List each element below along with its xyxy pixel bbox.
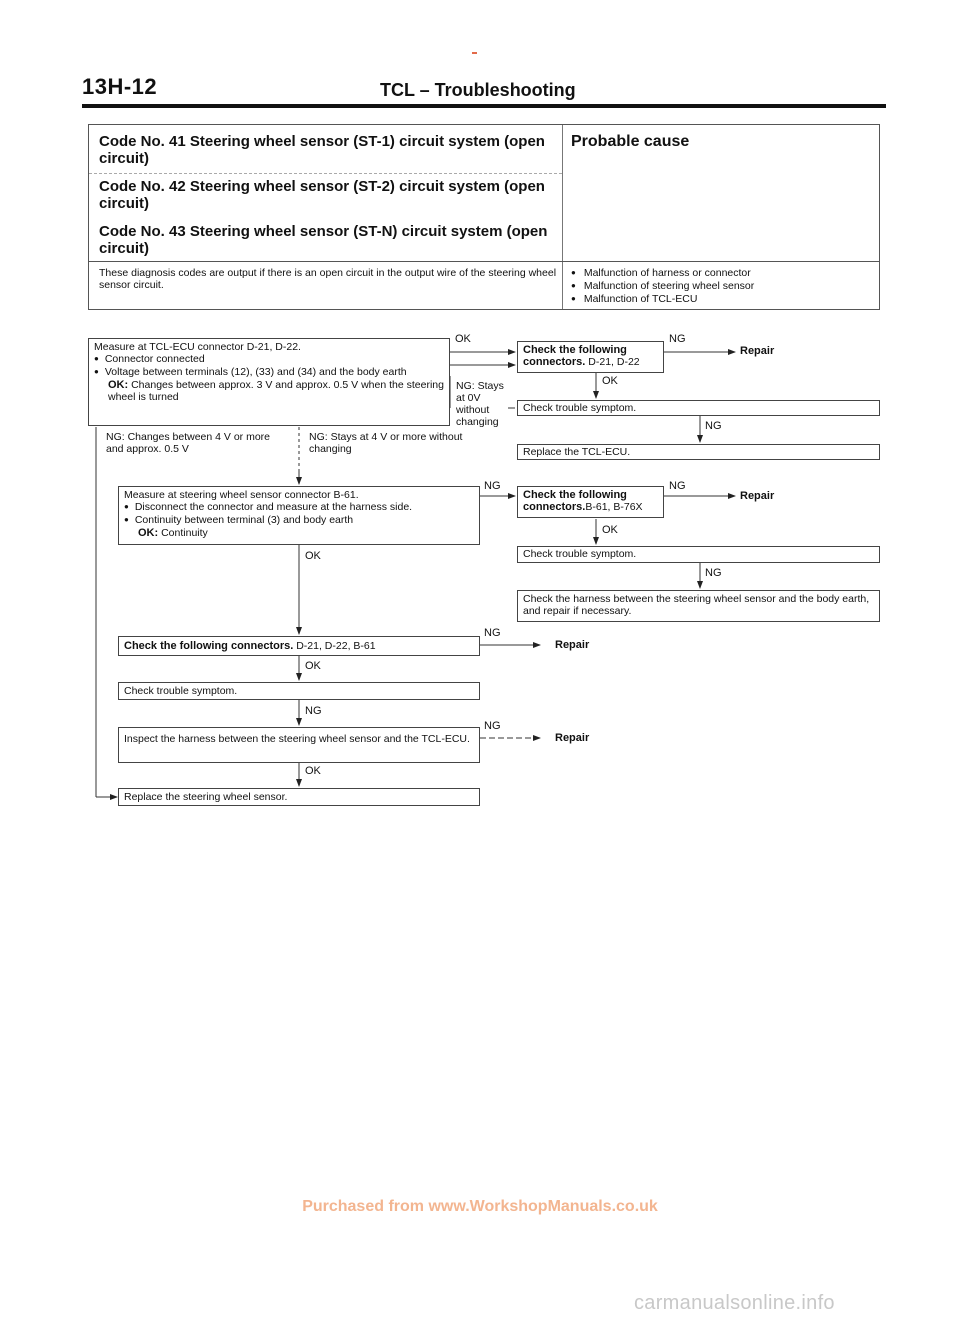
measure-ecu-title: Measure at TCL-ECU connector D-21, D-22. <box>94 341 301 353</box>
code-42-title: Code No. 42 Steering wheel sensor (ST-2) circuit system (open circuit) <box>99 178 545 212</box>
measure-ecu-bullet: ● Connector connected <box>94 353 444 366</box>
ok-label: OK: <box>108 379 129 391</box>
check-connectors-1 <box>517 341 664 373</box>
code-43-title: Code No. 43 Steering wheel sensor (ST-N) circuit system (open circuit) <box>99 223 548 257</box>
label-ng: NG <box>705 420 722 432</box>
replace-sensor-box: Replace the steering wheel sensor. <box>118 788 480 806</box>
label-ng: NG <box>305 705 322 717</box>
label-ok: OK <box>305 765 321 777</box>
label-ok: OK <box>602 375 618 387</box>
ng-changes-text: NG: Changes between 4 V or more and approx. 0.5 V <box>106 431 271 455</box>
label-ok: OK <box>305 550 321 562</box>
measure-sensor-bullet: ● Continuity between terminal (3) and body earth <box>124 514 474 527</box>
inspect-harness-box: Inspect the harness between the steering wheel sensor and the TCL-ECU. <box>118 727 480 763</box>
footer-purchased: Purchased from www.WorkshopManuals.co.uk <box>302 1198 658 1215</box>
code-41-title: Code No. 41 Steering wheel sensor (ST-1) circuit system (open circuit) <box>99 133 545 167</box>
measure-ecu-bullet: ● Voltage between terminals (12), (33) and (34) and the body earth <box>94 366 444 379</box>
check-harness-earth-box: Check the harness between the steering wheel sensor and the body earth, and repair if necessary. <box>517 590 880 622</box>
check-symptom-3: Check trouble symptom. <box>118 682 480 700</box>
measure-ecu-ok <box>94 379 444 403</box>
replace-ecu-box: Replace the TCL-ECU. <box>517 444 880 460</box>
check-connectors-bold: Check the following connectors. <box>523 489 627 513</box>
ok-text: Changes between approx. 3 V and approx. 0.5 V when the steering wheel is turned <box>108 379 444 403</box>
measure-sensor-bullet: ● Disconnect the connector and measure at the harness side. <box>124 501 474 514</box>
ok-text: Continuity <box>161 527 208 539</box>
label-ng: NG <box>669 333 686 345</box>
label-ng: NG <box>669 480 686 492</box>
ng-stays-4v-text: NG: Stays at 4 V or more without changing <box>309 431 463 455</box>
repair-label: Repair <box>740 345 775 357</box>
page-number: 13H-12 <box>82 74 158 99</box>
label-ng: NG <box>705 567 722 579</box>
label-ng: NG <box>484 720 501 732</box>
repair-label: Repair <box>555 732 590 744</box>
measure-sensor-ok <box>124 527 474 539</box>
probable-cause-heading: Probable cause <box>571 133 690 150</box>
check-connectors-bold: Check the following connectors. <box>523 344 627 368</box>
label-ok: OK <box>602 524 618 536</box>
measure-sensor-box <box>118 486 480 545</box>
check-symptom-2: Check trouble symptom. <box>517 546 880 563</box>
label-ng: NG <box>484 480 501 492</box>
footer-watermark: carmanualsonline.info <box>634 1292 835 1314</box>
measure-ecu-box <box>88 338 450 426</box>
cause-item: ● Malfunction of steering wheel sensor <box>571 280 754 293</box>
check-connectors-bold: Check the following connectors. <box>124 640 294 652</box>
cause-item: ● Malfunction of TCL-ECU <box>571 293 754 306</box>
label-ok: OK <box>305 660 321 672</box>
page-title: TCL – Troubleshooting <box>380 80 576 100</box>
ng-stays-0v: NG: Stays at 0V without changing <box>456 380 504 428</box>
check-connectors-list: B-61, B-76X <box>585 501 643 513</box>
code-description: These diagnosis codes are output if there is an open circuit in the output wire of the steering wheel sensor circuit. <box>99 267 557 291</box>
check-connectors-2 <box>517 486 664 518</box>
check-connectors-3 <box>118 636 480 656</box>
check-symptom-1: Check trouble symptom. <box>517 400 880 416</box>
repair-label: Repair <box>740 490 775 502</box>
check-connectors-list: D-21, D-22, B-61 <box>296 640 376 652</box>
label-ok: OK <box>455 333 471 345</box>
cause-item: ● Malfunction of harness or connector <box>571 267 754 280</box>
repair-label: Repair <box>555 639 590 651</box>
ok-label: OK: <box>138 527 159 539</box>
check-connectors-list: D-21, D-22 <box>588 356 640 368</box>
label-ng: NG <box>484 627 501 639</box>
measure-sensor-title: Measure at steering wheel sensor connector B-61. <box>124 489 359 501</box>
